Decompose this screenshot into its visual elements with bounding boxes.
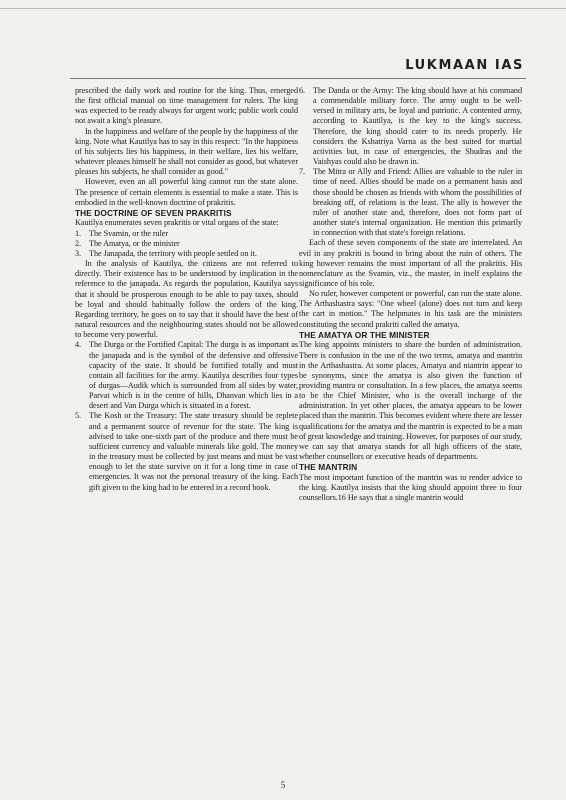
list-item: 5. The Kosh or the Treasury: The state treasury should be replete and a permanent source of revenue for the state. The king is advised to take one-sixth part of the produce and there must be sufficient currency and valuable minerals like gold. The money in the treasury must be collected by just means and must be vast enough to let the state survive on it for a long time in case of emergencies. It was not the personal treasury of the king. Each gift given to the king had to be entered in a record book. (75, 411, 298, 492)
list-item: 7. The Mitra or Ally and Friend: Allies are valuable to the ruler in time of need. Allies should be made on a permanent basis and those should be chosen as friends with whom the possibilities of breaking off, of relations is the least. The ally is however the ruler of another state and, therefore, does not form part of another state's internal organization. He mention this primarily in connection with that state's foreign relations. (299, 167, 522, 238)
paragraph: Each of these seven components of the state are interrelated. An evil in any prakriti is bound to bring about the ruin of others. The king however remains the most important of all the prakritis. His nomenclature as the Svamin, viz., the master, in itself explains the significance of his role. (299, 238, 522, 288)
paragraph: However, even an all powerful king cannot run the state alone. The presence of certain elements is essential to make a state. This is embodied in the well-known doctrine of prakritis. (75, 177, 298, 207)
page-number: 5 (280, 780, 286, 790)
list-item: 3. The Janapada, the territory with people settled on it. (75, 248, 257, 258)
paragraph: The king appoints ministers to share the burden of administration. There is confusion in the use of the two terms, amatya and mantrin in the Arthashastra. At some places, Amatya and niantrin appear to be synonyms, since the amatya is also given the function of providing mantra or consultation. In a few places, the amatya seems to be the Chief Minister, who is the overall incharge of the administration. In yet other places, the amatya appears to be lower placed than the mantrin. This becomes evident where there are lesser qualifications for the amatya and the mantrin is expected to be a man of great knowledge and training. However, for purposes of our study, we can say that amatya stands for all high officers of the state, whether counsellors or executive heads of departments. (299, 340, 522, 462)
section-heading: THE DOCTRINE OF SEVEN PRAKRITIS (75, 207, 232, 218)
list-item: 4. The Durga or the Fortified Capital: The durga is as important as the janapada and is the symbol of the defensive and offensive capacity of the state. It should be fortified totally and must contain all facilities for the army. Kautilya describes four types of durgas—Audik which is surrounded from all sides by water, Parvat which is in the centre of hills, Dhanvan which lies in a desert and Van Durga which is situated in a forest. (75, 340, 298, 411)
header-rule (70, 78, 526, 79)
paragraph: prescribed the daily work and routine for the king. Thus, emerged the first official manual on time management for rulers. The king was expected to be ready always for urgent work; public work could not await a king's pleasure. (75, 86, 298, 126)
top-scan-edge (0, 8, 566, 9)
brand-logo: LUKMAAN IAS (405, 58, 524, 73)
paragraph: Kautilya enumerates seven prakritis or vital organs of the state: (75, 218, 279, 228)
prakriti-list (299, 86, 522, 238)
paragraph: The most important function of the mantrin was to render advice to the king. Kautilya insists that the king should appoint three to four counsellors.16 He says that a single mantrin would (299, 472, 522, 503)
list-item: 2. The Amatya, or the minister (75, 238, 180, 248)
left-column (75, 86, 298, 493)
paragraph: In the happiness and welfare of the people by the happiness of the king. Note what Kautilya has to say in this respect: "In the happiness of his subjects lies his happiness, in their welfare, lies his welfare, whatever pleases himself he shall not consider as good, but whatever pleases his subjects, he shall consider as good." (75, 126, 298, 177)
section-heading: THE AMATYA OR THE MINISTER (299, 329, 430, 340)
list-item: 1. The Svamin, or the ruler (75, 228, 169, 238)
list-item: 6. The Danda or the Army: The king should have at his command a commendable military force. The army ought to be well-versed in military arts, be loyal and patriotic. A contented army, according to Kautilya, is the key to the king's success. Therefore, the king should cater to its needs properly. He considers the Kshatriya Varna as the best suited for martial activities but, in case of emergencies, the Shudras and the Vaishyas could also be drawn in. (299, 86, 522, 167)
prakriti-list (75, 229, 298, 259)
paragraph: No ruler, however competent or powerful, can run the state alone. The Arthashastra says: "One wheel (alone) does not turn and keep the cart in motion." The helpmates in his task are the ministers constituting the second prakriti called the amatya. (299, 289, 522, 329)
prakriti-list (75, 340, 298, 492)
section-heading: THE MANTRIN (299, 462, 358, 473)
right-column (299, 86, 522, 503)
paragraph: In the analysis of Kautilya, the citizens are not referred to directly. Their existence has to be understood by implication in the reference to the janapada. As regards the population, Kautilya says that it should be prosperous enough to be able to pay taxes, should be loyal and should habitually follow the orders of the king. Regarding territory, he goes on to say that it should have the best of natural resources and the neighbouring states should not be allowed to become very powerful. (75, 259, 298, 340)
